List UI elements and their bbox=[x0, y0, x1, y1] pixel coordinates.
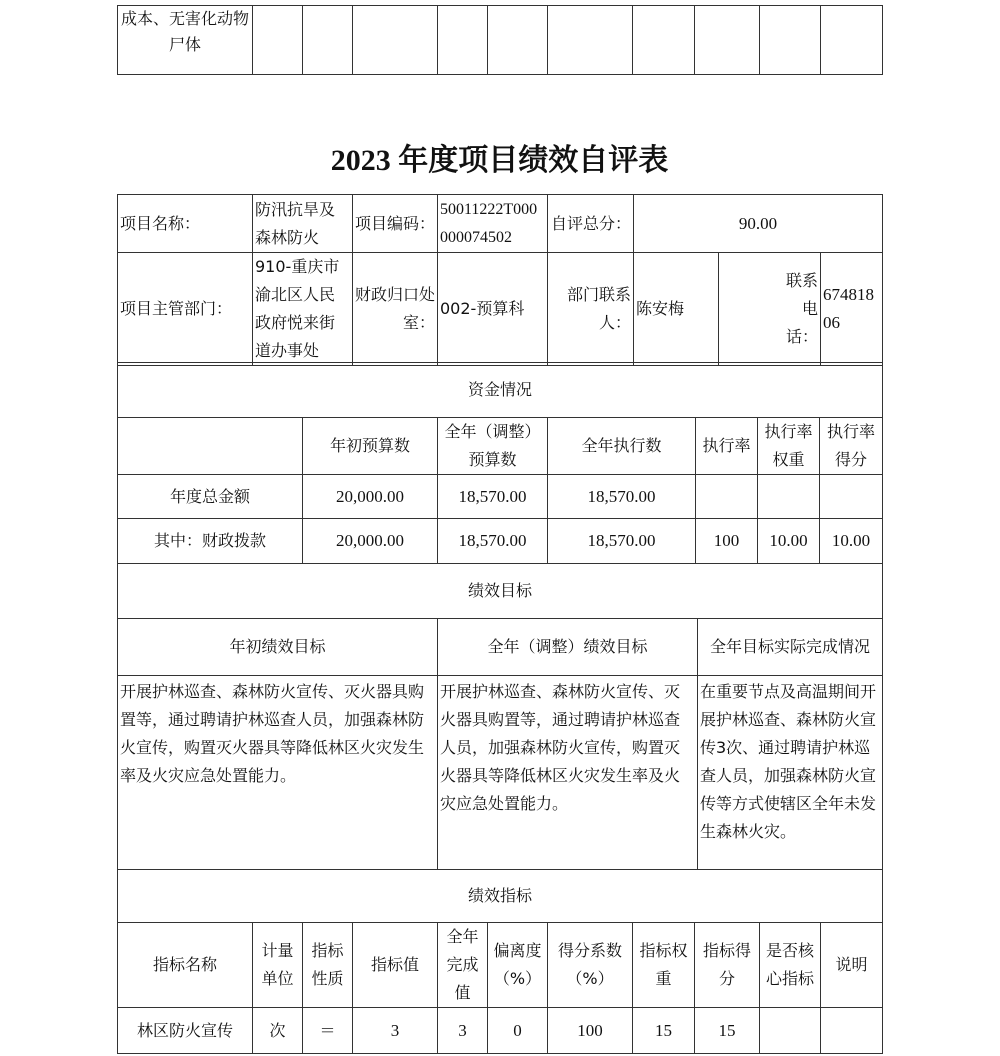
goals-col-actual: 全年目标实际完成情况 bbox=[698, 619, 883, 676]
ind-col-actual: 全年完成值 bbox=[438, 923, 488, 1008]
funds-col-adjusted: 全年（调整）预算数 bbox=[438, 418, 548, 475]
ind-name: 林区防火宣传 bbox=[118, 1008, 253, 1054]
project-name: 防汛抗旱及森林防火 bbox=[253, 195, 353, 253]
finance-office: 002-预算科 bbox=[438, 253, 548, 366]
funds-row-label: 年度总金额 bbox=[118, 475, 303, 519]
funds-weight bbox=[758, 475, 820, 519]
funds-row-label: 其中：财政拨款 bbox=[118, 519, 303, 564]
ind-core bbox=[760, 1008, 821, 1054]
funds-rate: 100 bbox=[696, 519, 758, 564]
dept-label: 项目主管部门： bbox=[118, 253, 253, 366]
funds-col-score: 执行率得分 bbox=[820, 418, 883, 475]
previous-row-label: 成本、无害化动物尸体 bbox=[118, 6, 253, 75]
funds-col-weight: 执行率权重 bbox=[758, 418, 820, 475]
funds-executed: 18,570.00 bbox=[548, 475, 696, 519]
funds-weight: 10.00 bbox=[758, 519, 820, 564]
ind-col-weight: 指标权重 bbox=[633, 923, 695, 1008]
ind-col-note: 说明 bbox=[821, 923, 883, 1008]
ind-target: 3 bbox=[353, 1008, 438, 1054]
goals-table bbox=[117, 563, 883, 870]
goals-section-title: 绩效目标 bbox=[118, 564, 883, 619]
funds-col-executed: 全年执行数 bbox=[548, 418, 696, 475]
phone-label: 联系电话： bbox=[719, 253, 821, 366]
ind-col-nature: 指标性质 bbox=[303, 923, 353, 1008]
project-code: 50011222T000000074502 bbox=[438, 195, 548, 253]
funds-initial: 20,000.00 bbox=[303, 475, 438, 519]
phone-number: 67481806 bbox=[821, 253, 883, 366]
ind-col-deviation: 偏离度（%） bbox=[488, 923, 548, 1008]
ind-note bbox=[821, 1008, 883, 1054]
initial-goal-text: 开展护林巡查、森林防火宣传、灭火器具购置等，通过聘请护林巡查人员，加强森林防火宣传，购置灭火器具等降低林区火灾发生率及火灾应急处置能力。 bbox=[118, 676, 438, 870]
goals-col-adjusted: 全年（调整）绩效目标 bbox=[438, 619, 698, 676]
ind-col-coef: 得分系数（%） bbox=[548, 923, 633, 1008]
funds-row bbox=[118, 475, 883, 519]
goals-col-initial: 年初绩效目标 bbox=[118, 619, 438, 676]
ind-col-score: 指标得分 bbox=[695, 923, 760, 1008]
project-code-label: 项目编码： bbox=[353, 195, 438, 253]
ind-col-unit: 计量单位 bbox=[253, 923, 303, 1008]
contact-label: 部门联系人： bbox=[548, 253, 634, 366]
funds-rate bbox=[696, 475, 758, 519]
page-title: 2023 年度项目绩效自评表 bbox=[330, 144, 669, 177]
funds-score: 10.00 bbox=[820, 519, 883, 564]
indicators-table bbox=[117, 869, 883, 1054]
funds-table bbox=[117, 362, 883, 564]
ind-nature: ＝ bbox=[303, 1008, 353, 1054]
funds-row bbox=[118, 519, 883, 564]
ind-score: 15 bbox=[695, 1008, 760, 1054]
indicators-section-title: 绩效指标 bbox=[118, 870, 883, 923]
ind-col-name: 指标名称 bbox=[118, 923, 253, 1008]
funds-score bbox=[820, 475, 883, 519]
ind-deviation: 0 bbox=[488, 1008, 548, 1054]
table-row bbox=[118, 1008, 883, 1054]
ind-coef: 100 bbox=[548, 1008, 633, 1054]
funds-initial: 20,000.00 bbox=[303, 519, 438, 564]
funds-adjusted: 18,570.00 bbox=[438, 475, 548, 519]
finance-label: 财政归口处室： bbox=[353, 253, 438, 366]
funds-adjusted: 18,570.00 bbox=[438, 519, 548, 564]
ind-col-target: 指标值 bbox=[353, 923, 438, 1008]
contact-person: 陈安梅 bbox=[634, 253, 719, 366]
actual-completion-text: 在重要节点及高温期间开展护林巡查、森林防火宣传3次、通过聘请护林巡查人员，加强森林防火宣传等方式使辖区全年未发生森林火灾。 bbox=[698, 676, 883, 870]
funds-col-initial: 年初预算数 bbox=[303, 418, 438, 475]
ind-weight: 15 bbox=[633, 1008, 695, 1054]
score-label: 自评总分： bbox=[548, 195, 634, 253]
funds-section-title: 资金情况 bbox=[118, 363, 883, 418]
ind-actual: 3 bbox=[438, 1008, 488, 1054]
total-score: 90.00 bbox=[634, 195, 883, 253]
project-name-label: 项目名称： bbox=[118, 195, 253, 253]
project-info-table bbox=[117, 194, 883, 366]
ind-col-core: 是否核心指标 bbox=[760, 923, 821, 1008]
funds-executed: 18,570.00 bbox=[548, 519, 696, 564]
funds-col-rate: 执行率 bbox=[696, 418, 758, 475]
ind-unit: 次 bbox=[253, 1008, 303, 1054]
previous-table-fragment bbox=[117, 5, 883, 75]
adjusted-goal-text: 开展护林巡查、森林防火宣传、灭火器具购置等，通过聘请护林巡查人员，加强森林防火宣传，购置灭火器具等降低林区火灾发生率及火灾应急处置能力。 bbox=[438, 676, 698, 870]
dept-name: 910-重庆市渝北区人民政府悦来街道办事处 bbox=[253, 253, 353, 366]
